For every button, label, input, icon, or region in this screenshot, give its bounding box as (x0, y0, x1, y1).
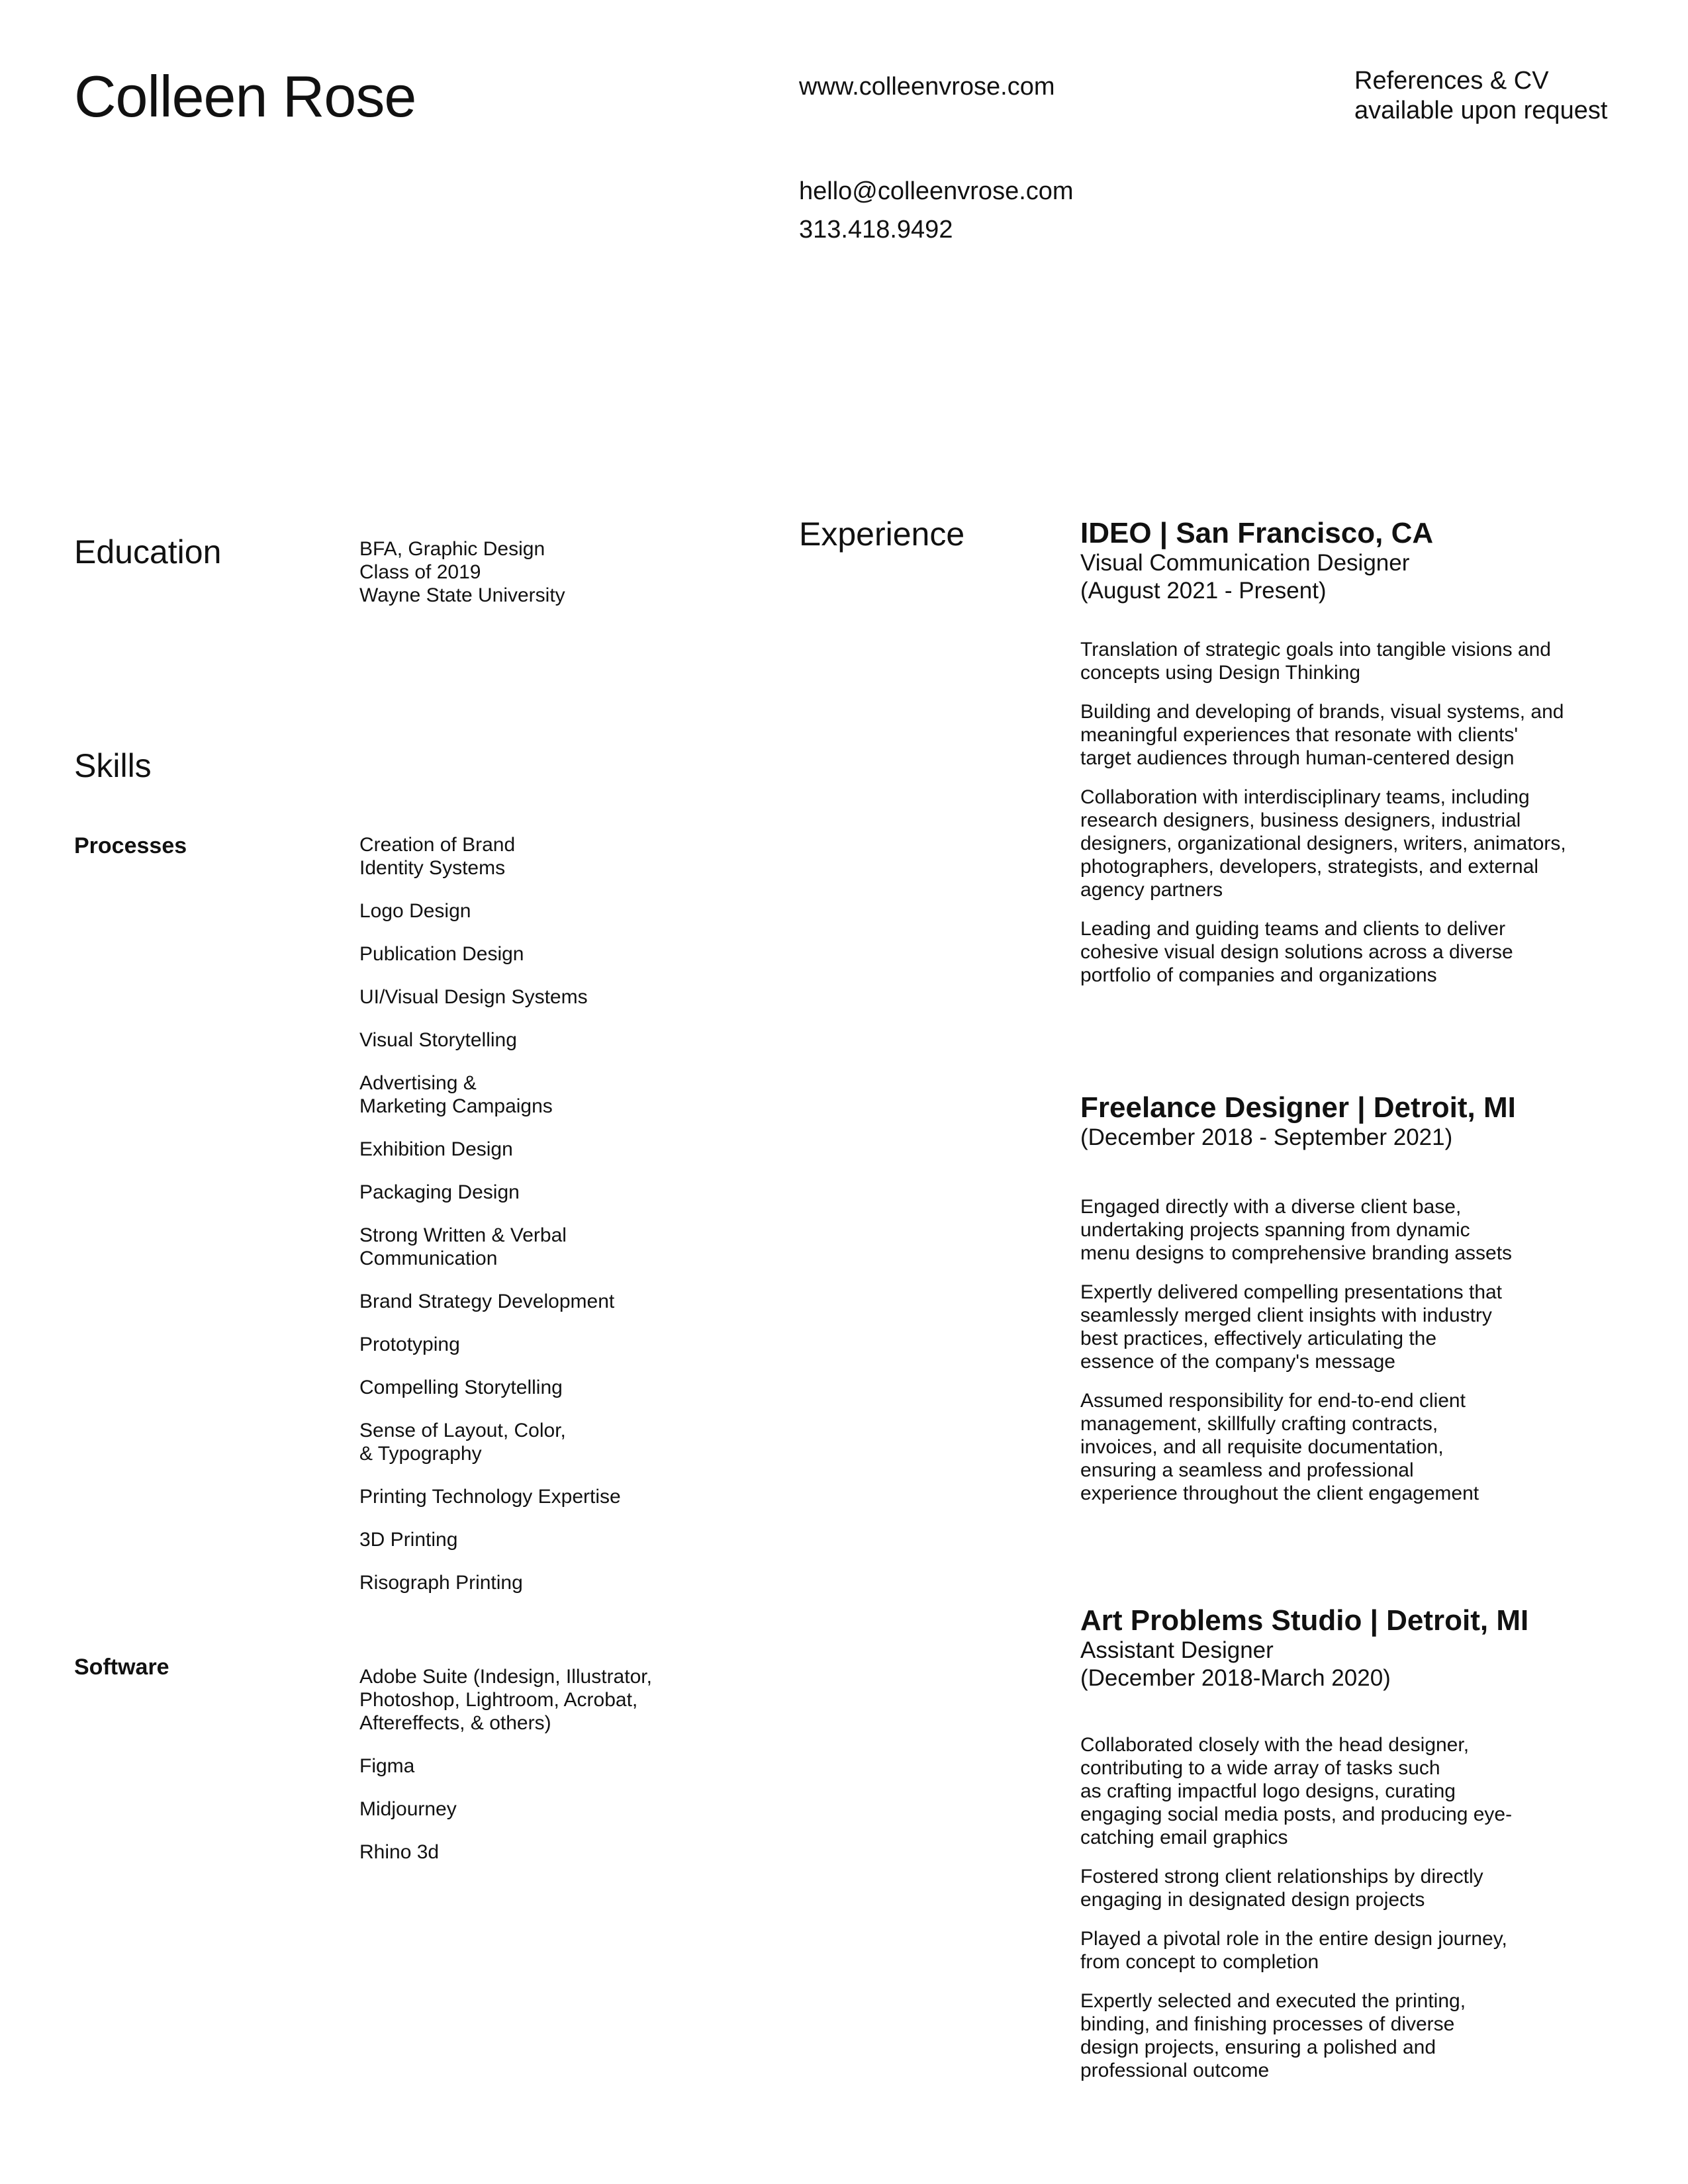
job-bullet: Played a pivotal role in the entire design journey, from concept to completion (1080, 1928, 1507, 1974)
job-meta: (December 2018 - September 2021) (1080, 1124, 1453, 1151)
process-item: Visual Storytelling (359, 1029, 517, 1051)
process-item: Logo Design (359, 900, 471, 922)
website-link[interactable]: www.colleenvrose.com (799, 73, 1055, 101)
job-bullet: Fostered strong client relationships by directly engaging in designated design projects (1080, 1866, 1483, 1911)
job-company: Freelance Designer | Detroit, MI (1080, 1091, 1516, 1124)
job-bullet: Engaged directly with a diverse client base, undertaking projects spanning from dynamic menu designs to comprehensive branding assets (1080, 1196, 1513, 1265)
process-item: Creation of Brand Identity Systems (359, 834, 516, 879)
job-bullet: Assumed responsibility for end-to-end client management, skillfully crafting contracts, invoices, and all requisite documentation, ensuring a seamless and professional experience throughout the client engagement (1080, 1390, 1479, 1505)
processes-list (359, 833, 704, 1614)
process-item: 3D Printing (359, 1529, 458, 1551)
email-link[interactable]: hello@colleenvrose.com (799, 177, 1074, 205)
education-heading: Education (74, 533, 222, 570)
job-company: IDEO | San Francisco, CA (1080, 517, 1434, 549)
processes-heading: Processes (74, 833, 187, 858)
job-company: Art Problems Studio | Detroit, MI (1080, 1604, 1529, 1637)
software-heading: Software (74, 1655, 169, 1680)
software-item: Figma (359, 1755, 415, 1777)
job-bullet: Collaborated closely with the head designer, contributing to a wide array of tasks such as crafting impactful logo designs, curating engaging social media posts, and producing eye- catching email graphics (1080, 1734, 1513, 1849)
skills-heading: Skills (74, 747, 152, 784)
software-list (359, 1665, 704, 1884)
process-item: UI/Visual Design Systems (359, 986, 588, 1008)
job-bullet: Collaboration with interdisciplinary teams, including research designers, business designers, industrial designers, organizational designers, writers, animators, photographers, developers, strategists, and external agency partners (1080, 786, 1566, 901)
process-item: Advertising & Marketing Campaigns (359, 1072, 553, 1117)
process-item: Brand Strategy Development (359, 1291, 615, 1312)
job-bullet: Expertly delivered compelling presentations that seamlessly merged client insights with industry best practices, effectively articulating the essence of the company's message (1080, 1281, 1503, 1373)
process-item: Risograph Printing (359, 1572, 523, 1594)
job-bullet: Translation of strategic goals into tangible visions and concepts using Design Thinking (1080, 639, 1551, 684)
process-item: Printing Technology Expertise (359, 1486, 621, 1508)
software-item: Midjourney (359, 1798, 457, 1820)
job-bullet: Leading and guiding teams and clients to deliver cohesive visual design solutions across a diverse portfolio of companies and organizations (1080, 918, 1513, 987)
job-bullet: Building and developing of brands, visual systems, and meaningful experiences that resonate with clients' target audiences through human-centered design (1080, 701, 1564, 770)
experience-heading: Experience (799, 516, 965, 553)
process-item: Prototyping (359, 1334, 460, 1355)
job-art-problems (1080, 1605, 1597, 2098)
job-meta: Assistant Designer (December 2018-March 2020) (1080, 1637, 1391, 1692)
resume-name: Colleen Rose (74, 64, 416, 129)
job-freelance (1080, 1092, 1597, 1521)
phone-number: 313.418.9492 (799, 216, 953, 244)
job-bullets (1080, 1733, 1597, 2082)
education-details: BFA, Graphic Design Class of 2019 Wayne State University (359, 538, 565, 606)
references-note: References & CV available upon request (1354, 67, 1608, 124)
software-item: Rhino 3d (359, 1841, 440, 1863)
job-meta: Visual Communication Designer (August 2021 - Present) (1080, 550, 1410, 604)
process-item: Strong Written & Verbal Communication (359, 1224, 567, 1269)
process-item: Publication Design (359, 943, 524, 965)
job-bullet: Expertly selected and executed the printing, binding, and finishing processes of diverse design projects, ensuring a polished and professional outcome (1080, 1990, 1466, 2082)
process-item: Packaging Design (359, 1181, 520, 1203)
process-item: Sense of Layout, Color, & Typography (359, 1420, 566, 1465)
process-item: Exhibition Design (359, 1138, 513, 1160)
job-bullets (1080, 1195, 1597, 1505)
software-item: Adobe Suite (Indesign, Illustrator, Photoshop, Lightroom, Acrobat, Aftereffects, & others) (359, 1666, 652, 1734)
job-bullets (1080, 638, 1597, 987)
job-ideo (1080, 518, 1597, 1003)
process-item: Compelling Storytelling (359, 1377, 563, 1398)
